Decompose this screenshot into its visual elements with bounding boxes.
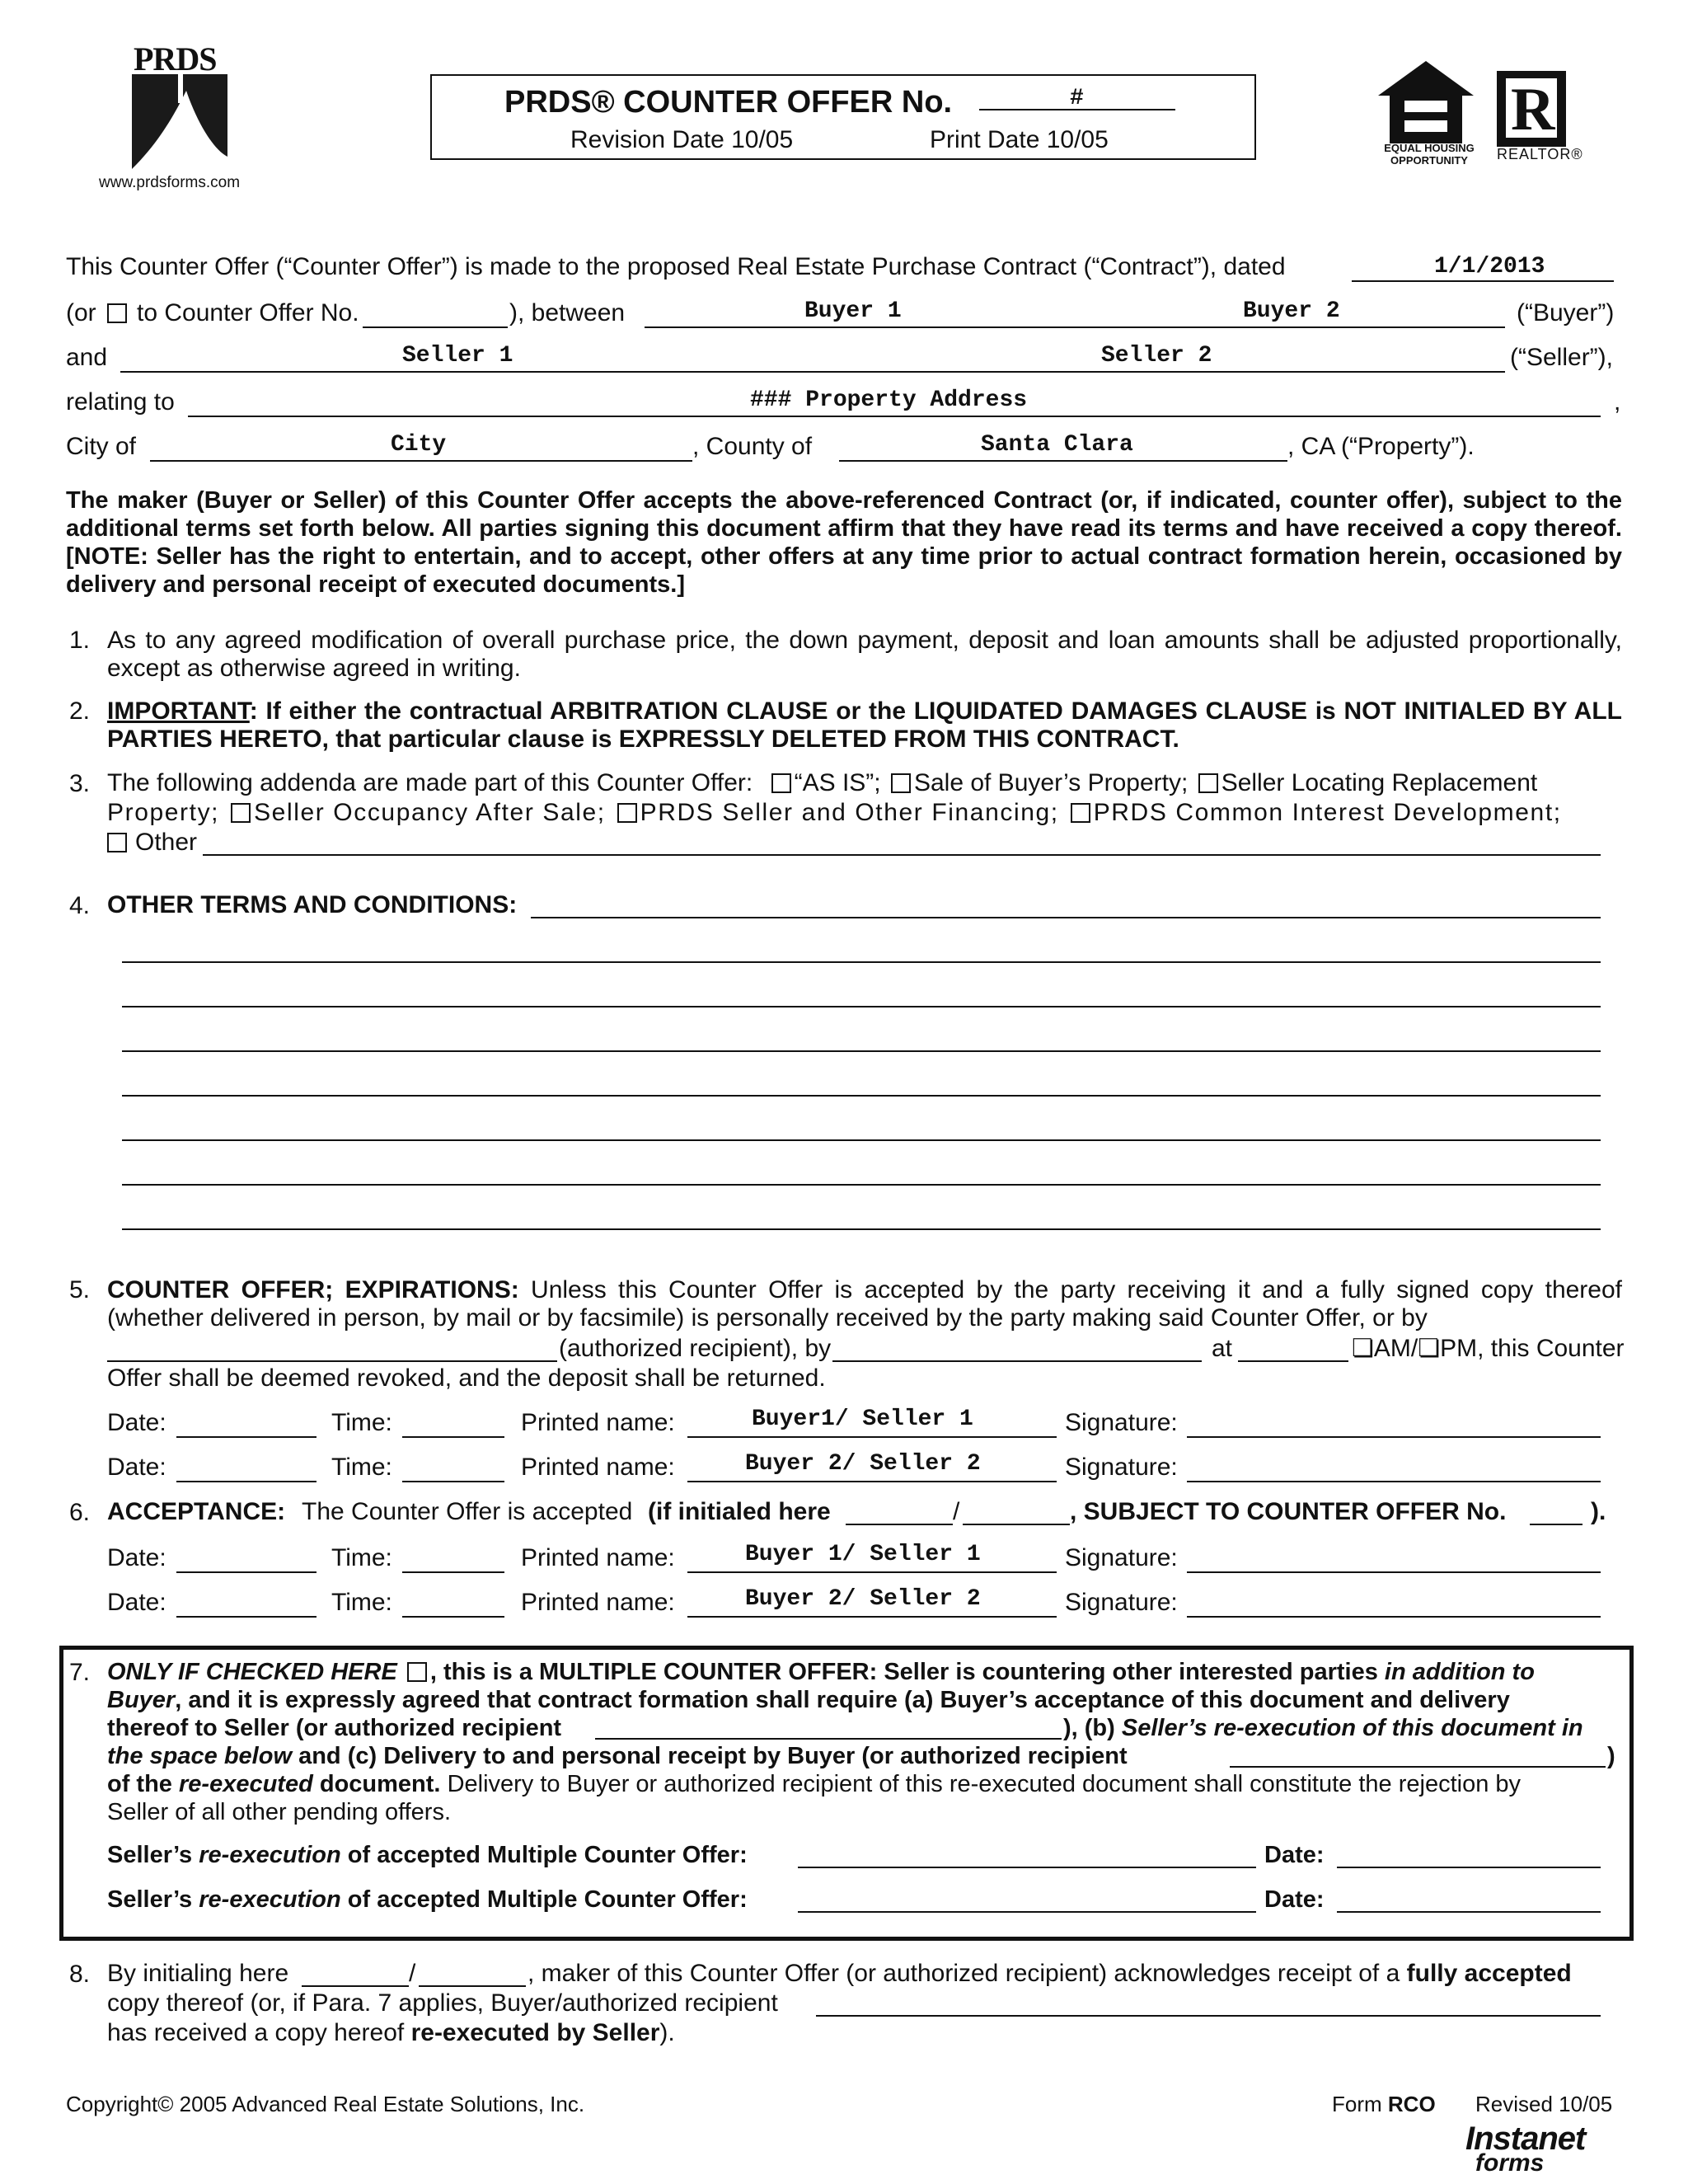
instanet-logo-top: Instanet: [1465, 2121, 1586, 2157]
p6-row1-printed-line[interactable]: [687, 1571, 1057, 1573]
p6-row2-date-label: Date:: [107, 1589, 166, 1616]
form-label: Form: [1332, 2092, 1382, 2116]
item-4-number: 4.: [69, 892, 91, 919]
buyer-2-value[interactable]: Buyer 2: [1243, 298, 1340, 324]
p5-row2-time-label: Time:: [331, 1454, 392, 1481]
as-is-checkbox[interactable]: [771, 773, 791, 793]
print-date: Print Date 10/05: [930, 126, 1109, 153]
item-2-text: [107, 697, 1622, 754]
maker-paragraph: The maker (Buyer or Seller) of this Counter Offer accepts the above-referenced Contract (or, if indicated, counter offer), subject to the additional terms set forth below. All parties signing this document affirm that they have read its terms and have received a copy thereof. [NOTE: Seller has the right to entertain, and to accept, other offers at any time prior to actual contract formation herein, occasioned by delivery and personal receipt of executed documents.]: [66, 487, 1622, 598]
item-1-text: As to any agreed modification of overall purchase price, the down payment, deposit and loan amounts shall be adjusted proportionally, except as otherwise agreed in writing.: [107, 627, 1622, 682]
re-execution-1-signature-line[interactable]: [798, 1867, 1256, 1868]
item-8-initial-2[interactable]: [419, 1985, 526, 1987]
realtor-icon: R: [1497, 71, 1566, 147]
dated-value[interactable]: 1/1/2013: [1434, 254, 1545, 279]
city-value[interactable]: City: [391, 432, 447, 458]
re-execution-italic: Seller’s re-execution of this document in: [1121, 1715, 1583, 1741]
p6-row2-printed-label: Printed name:: [521, 1589, 675, 1616]
p5-row2-signature-line[interactable]: [1187, 1481, 1601, 1482]
acceptance-title: ACCEPTANCE:: [107, 1498, 286, 1525]
item-7-line-4: [107, 1741, 1128, 1771]
acceptance-initial-slash: /: [953, 1498, 960, 1525]
expirations-body: Unless this Counter Offer is accepted by the party receiving it and a fully signed copy thereof (whether delivered in person, by mail or by facsimile) is personally received by the party making said Counter Offer, or by: [107, 1276, 1623, 1332]
item-6-number: 6.: [69, 1499, 91, 1526]
seller-occupancy-label: Seller Occupancy After Sale;: [254, 799, 606, 826]
p6-row2-printed-line[interactable]: [687, 1616, 1057, 1618]
fully-accepted-label: fully accepted: [1406, 1960, 1572, 1987]
p5-row2-date-line[interactable]: [176, 1481, 316, 1482]
item-7-number: 7.: [69, 1659, 91, 1686]
item-2-number: 2.: [69, 697, 91, 725]
item-8-initial-label: By initialing here: [107, 1960, 289, 1987]
p5-row2-time-line[interactable]: [402, 1481, 504, 1482]
form-code-value: RCO: [1387, 2092, 1436, 2116]
p6-row1-time-line[interactable]: [402, 1571, 504, 1573]
other-addenda-label: Other: [135, 829, 198, 856]
expiration-ampm[interactable]: ❏AM/❏PM, this Counter: [1352, 1335, 1625, 1362]
acceptance-counter-no-line[interactable]: [1530, 1524, 1582, 1525]
expiration-at-label: at: [1212, 1335, 1233, 1362]
p6-row1-date-label: Date:: [107, 1544, 166, 1571]
other-terms-line-1[interactable]: [122, 961, 1601, 963]
sale-buyer-property-checkbox[interactable]: [891, 773, 911, 793]
item-7-line-4-close: ): [1607, 1743, 1615, 1769]
p5-row1-date-label: Date:: [107, 1409, 166, 1436]
expirations-title: COUNTER OFFER; EXPIRATIONS:: [107, 1276, 519, 1303]
other-terms-line-7[interactable]: [122, 1228, 1601, 1230]
formation-text: , and it is expressly agreed that contract formation shall require (a) Buyer’s acceptance of this document and delivery: [175, 1687, 1510, 1713]
item-2-important-label: IMPORTANT: [107, 697, 250, 725]
other-terms-line-4[interactable]: [122, 1095, 1601, 1097]
item-7-line-6: Seller of all other pending offers.: [107, 1799, 452, 1825]
item-7-line-3-a: thereof to Seller (or authorized recipient: [107, 1715, 562, 1741]
authorized-recipient-line[interactable]: [107, 1360, 557, 1362]
item-5-number: 5.: [69, 1276, 91, 1303]
item-8-body: , maker of this Counter Offer (or authorized recipient) acknowledges receipt of a: [528, 1960, 1400, 1987]
document-label: document.: [319, 1771, 441, 1797]
seller-names-line[interactable]: [120, 371, 1505, 373]
seller-1-value[interactable]: Seller 1: [402, 343, 513, 369]
city-line[interactable]: [150, 460, 692, 462]
other-terms-line-0[interactable]: [531, 917, 1601, 918]
revision-date: Revision Date 10/05: [570, 126, 794, 153]
p6-row1-printed-label: Printed name:: [521, 1544, 675, 1571]
other-terms-label: OTHER TERMS AND CONDITIONS:: [107, 891, 518, 918]
seller-2-value[interactable]: Seller 2: [1101, 343, 1212, 369]
item-7-b-label: ), (b): [1063, 1715, 1115, 1741]
p5-row1-signature-line[interactable]: [1187, 1436, 1601, 1438]
item-7-line-2: [107, 1685, 1510, 1715]
p5-row1-printed-value[interactable]: Buyer1/ Seller 1: [752, 1407, 973, 1432]
other-terms-line-5[interactable]: [122, 1139, 1601, 1141]
buyer-1-value[interactable]: Buyer 1: [804, 298, 902, 324]
intro-and: and: [66, 344, 108, 371]
realtor-text: REALTOR®: [1497, 146, 1583, 162]
re-execution-2-date-line[interactable]: [1337, 1911, 1601, 1913]
property-address-line[interactable]: [188, 416, 1601, 417]
re-executed-italic: re-executed: [179, 1771, 313, 1797]
acceptance-close: ).: [1591, 1498, 1606, 1525]
re-execution-2-b: re-execution: [199, 1886, 341, 1913]
prior-counter-checkbox[interactable]: [107, 303, 127, 323]
item-1-number: 1.: [69, 627, 91, 654]
cid-checkbox[interactable]: [1071, 803, 1090, 823]
other-terms-line-2[interactable]: [122, 1006, 1601, 1007]
equal-housing-text: EQUAL HOUSING OPPORTUNITY: [1384, 142, 1475, 167]
p5-row2-signature-label: Signature:: [1065, 1454, 1178, 1481]
item-8-initial-slash: /: [409, 1960, 416, 1987]
sale-buyer-property-label: Sale of Buyer’s Property;: [913, 769, 1189, 796]
buyer-names-line[interactable]: [645, 326, 1505, 328]
item-8-copy-hereof: has received a copy hereof: [107, 2019, 405, 2046]
expiration-date-line[interactable]: [832, 1360, 1202, 1362]
county-line[interactable]: [839, 460, 1287, 462]
re-execution-1-date-label: Date:: [1264, 1842, 1325, 1868]
cid-label: PRDS Common Interest Development;: [1093, 799, 1562, 826]
multiple-counter-text: , this is a MULTIPLE COUNTER OFFER: Seller is countering other interested parties: [429, 1659, 1378, 1685]
p6-row1-signature-label: Signature:: [1065, 1544, 1178, 1571]
prds-logo-text: PRDS: [134, 40, 217, 77]
authorized-recipient-label: (authorized recipient), by: [559, 1335, 832, 1362]
item-8-text-a: [528, 1959, 1572, 1989]
p5-row2-printed-label: Printed name:: [521, 1454, 675, 1481]
equal-housing-icon: [1375, 58, 1477, 143]
re-execution-1-date-line[interactable]: [1337, 1867, 1601, 1868]
re-executed-by-seller: re-executed by Seller: [410, 2019, 660, 2046]
re-execution-2-a: Seller’s: [107, 1886, 193, 1913]
item-7-line-3-b: [1063, 1713, 1583, 1743]
p6-row1-time-label: Time:: [331, 1544, 392, 1571]
seller-occupancy-checkbox[interactable]: [231, 803, 251, 823]
space-below-italic: the space below: [107, 1743, 293, 1769]
intro-counter-no-label: to Counter Offer No.: [137, 299, 359, 326]
p6-row2-date-line[interactable]: [176, 1616, 316, 1618]
re-execution-2-c: of accepted Multiple Counter Offer:: [347, 1886, 748, 1913]
seller-financing-checkbox[interactable]: [617, 803, 637, 823]
p5-row1-date-line[interactable]: [176, 1436, 316, 1438]
p5-row1-signature-label: Signature:: [1065, 1409, 1178, 1436]
p6-row2-printed-value[interactable]: Buyer 2/ Seller 2: [745, 1586, 981, 1612]
item-5-text: [107, 1276, 1622, 1332]
expiration-time-line[interactable]: [1238, 1360, 1348, 1362]
intro-or: (or: [66, 299, 96, 326]
delivery-text: and (c) Delivery to and personal receipt by Buyer (or authorized recipient: [298, 1743, 1128, 1769]
item-8-close: ).: [659, 2019, 675, 2046]
item-8-text-c: [107, 2018, 675, 2048]
intro-relating: relating to: [66, 388, 175, 416]
seller-recipient-line[interactable]: [595, 1738, 1062, 1740]
seller-locating-checkbox[interactable]: [1198, 773, 1218, 793]
p5-row2-printed-line[interactable]: [687, 1481, 1057, 1482]
intro-line-1: This Counter Offer (“Counter Offer”) is made to the proposed Real Estate Purchase Contract (“Contract”), dated: [66, 253, 1286, 280]
of-the-label: of the: [107, 1771, 172, 1797]
property-comma: ,: [1614, 388, 1621, 416]
re-execution-1-b: re-execution: [199, 1842, 341, 1868]
item-3-row-2: [107, 798, 1562, 828]
city-label: City of: [66, 433, 137, 460]
p6-row2-time-label: Time:: [331, 1589, 392, 1616]
buyer-recipient-line[interactable]: [1230, 1766, 1606, 1768]
item-2-body: : If either the contractual ARBITRATION CLAUSE or the LIQUIDATED DAMAGES CLAUSE is NOT INITIALED BY ALL PARTIES HERETO, that particular clause is EXPRESSLY DELETED FROM THIS CONTRACT.: [107, 697, 1622, 753]
p6-row2-signature-label: Signature:: [1065, 1589, 1178, 1616]
revised-date: Revised 10/05: [1475, 2092, 1613, 2116]
p5-row1-time-label: Time:: [331, 1409, 392, 1436]
re-execution-1-c: of accepted Multiple Counter Offer:: [347, 1842, 748, 1868]
seller-tag: (“Seller”),: [1510, 344, 1613, 371]
p6-row1-signature-line[interactable]: [1187, 1571, 1601, 1573]
acceptance-body: The Counter Offer is accepted: [302, 1498, 633, 1525]
acceptance-subject: , SUBJECT TO COUNTER OFFER No.: [1070, 1498, 1507, 1525]
acceptance-initial-1[interactable]: [846, 1524, 953, 1525]
p6-row1-printed-value[interactable]: Buyer 1/ Seller 1: [745, 1542, 981, 1567]
only-if-checked-label: ONLY IF CHECKED HERE: [107, 1659, 397, 1685]
item-8-recipient-line[interactable]: [816, 2015, 1601, 2017]
prior-counter-no-line[interactable]: [363, 326, 508, 328]
copyright: Copyright© 2005 Advanced Real Estate Solutions, Inc.: [66, 2092, 585, 2116]
item-3-number: 3.: [69, 770, 91, 797]
in-addition-to-label: in addition to: [1384, 1659, 1535, 1685]
item-8-number: 8.: [69, 1961, 91, 1988]
acceptance-initial-2[interactable]: [963, 1524, 1070, 1525]
counter-no-value: #: [1070, 86, 1084, 111]
addenda-intro: The following addenda are made part of this Counter Offer:: [107, 769, 753, 796]
as-is-label: “AS IS”;: [794, 769, 881, 796]
prds-logo: [129, 41, 231, 173]
other-terms-line-3[interactable]: [122, 1050, 1601, 1052]
instanet-logo-bottom: forms: [1475, 2149, 1545, 2177]
p5-row2-printed-value[interactable]: Buyer 2/ Seller 2: [745, 1451, 981, 1477]
re-execution-2-signature-line[interactable]: [798, 1911, 1256, 1913]
intro-between: ), between: [509, 299, 626, 326]
seller-financing-label: PRDS Seller and Other Financing;: [640, 799, 1059, 826]
buyer-tag: (“Buyer”): [1517, 299, 1615, 326]
p6-row2-time-line[interactable]: [402, 1616, 504, 1618]
p5-row2-date-label: Date:: [107, 1454, 166, 1481]
property-address-value[interactable]: ### Property Address: [750, 387, 1028, 413]
item-7-line-5: [107, 1769, 1521, 1799]
p6-row2-signature-line[interactable]: [1187, 1616, 1601, 1618]
form-title: PRDS® COUNTER OFFER No.: [504, 85, 953, 120]
p5-row1-printed-line[interactable]: [687, 1436, 1057, 1438]
p5-row1-printed-label: Printed name:: [521, 1409, 675, 1436]
acceptance-initial-label: (if initialed here: [648, 1498, 831, 1525]
other-addenda-line[interactable]: [203, 854, 1601, 856]
delivery-rejection-text: Delivery to Buyer or authorized recipient of this re-executed document shall constitute the rejection by: [447, 1771, 1522, 1797]
item-3-row-1: [107, 768, 1537, 798]
re-execution-row-2: [107, 1885, 748, 1914]
p6-row1-date-line[interactable]: [176, 1571, 316, 1573]
p5-row1-time-line[interactable]: [402, 1436, 504, 1438]
county-value[interactable]: Santa Clara: [981, 432, 1133, 458]
buyer-italic-label: Buyer: [107, 1687, 176, 1713]
addenda-property-label: Property;: [107, 799, 220, 826]
form-code: [1332, 2089, 1436, 2119]
property-tag: , CA (“Property”).: [1287, 433, 1475, 460]
website-url: www.prdsforms.com: [99, 174, 241, 191]
expirations-closing: Offer shall be deemed revoked, and the deposit shall be returned.: [107, 1364, 826, 1392]
seller-locating-label: Seller Locating Replacement: [1221, 769, 1538, 796]
item-7-line-1: [107, 1657, 1535, 1687]
re-execution-row-1: [107, 1840, 748, 1870]
item-8-initial-1[interactable]: [302, 1985, 409, 1987]
county-label: , County of: [692, 433, 813, 460]
re-execution-2-date-label: Date:: [1264, 1886, 1325, 1913]
multiple-counter-checkbox[interactable]: [407, 1662, 427, 1682]
other-addenda-checkbox[interactable]: [107, 833, 127, 852]
item-8-text-b: copy thereof (or, if Para. 7 applies, Buyer/authorized recipient: [107, 1989, 778, 2017]
other-terms-line-6[interactable]: [122, 1184, 1601, 1186]
re-execution-1-a: Seller’s: [107, 1842, 193, 1868]
